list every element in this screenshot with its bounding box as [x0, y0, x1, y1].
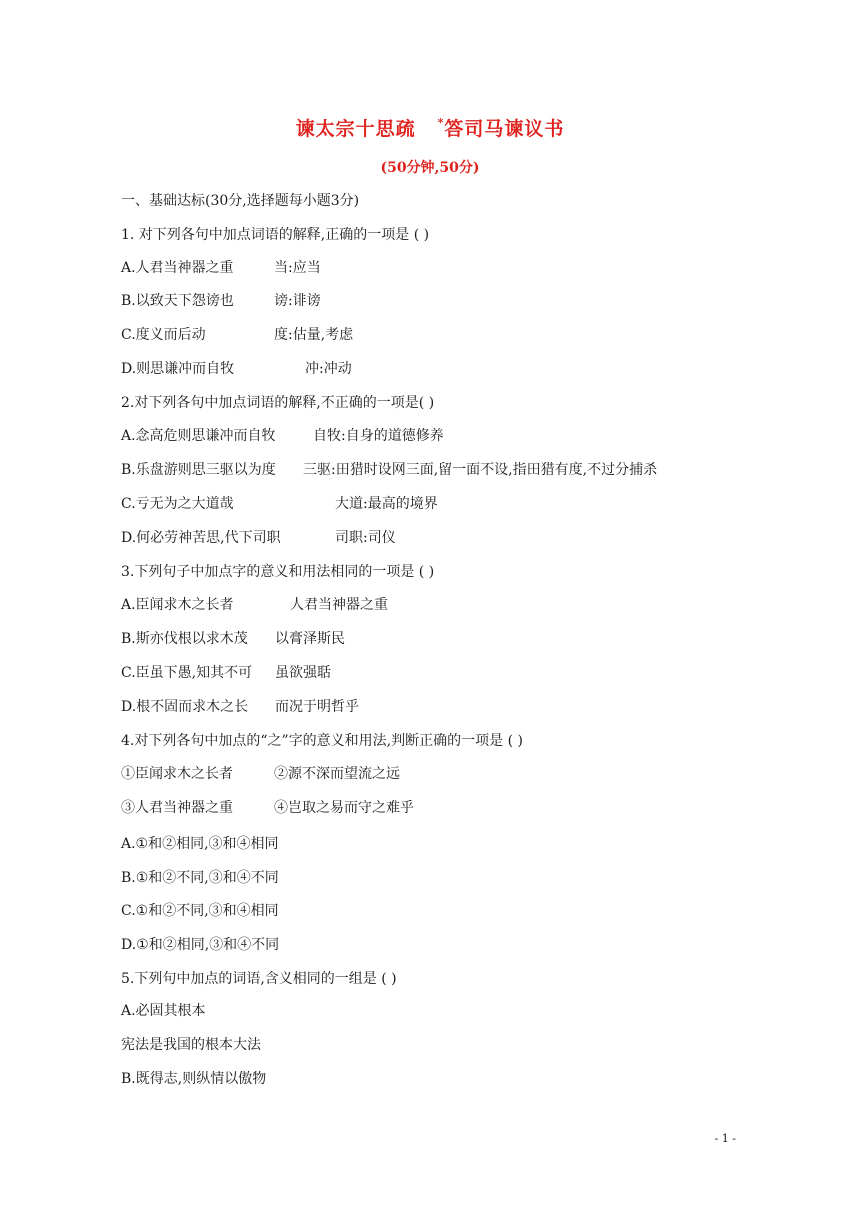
option-pair: 以膏泽斯民 — [275, 631, 345, 647]
option-gloss: 大道:最高的境界 — [335, 496, 438, 512]
option-text: D.则思谦冲而自牧 — [121, 361, 235, 377]
question-3-option-c — [121, 664, 331, 682]
question-2-stem: 2.对下列各句中加点词语的解释,不正确的一项是( ) — [121, 395, 435, 411]
section-heading: 一、基础达标(30分,选择题每小题3分) — [121, 193, 360, 209]
option-text: D.根不固而求木之长 — [121, 699, 249, 715]
title-main: 谏太宗十思疏 — [295, 118, 416, 140]
sentence: ④岂取之易而守之难乎 — [274, 800, 414, 816]
option-gloss: 当:应当 — [274, 260, 321, 276]
option-gloss: 谤:诽谤 — [274, 293, 321, 309]
question-5-option-b: B.既得志,则纵情以傲物 — [121, 1071, 267, 1087]
option-gloss: 度:估量,考虑 — [274, 327, 354, 343]
option-gloss: 自牧:自身的道德修养 — [313, 428, 444, 444]
option-gloss: 冲:冲动 — [305, 361, 352, 377]
question-1-option-a — [121, 259, 321, 277]
option-gloss: 三驱:田猎时设网三面,留一面不设,指田猎有度,不过分捕杀 — [303, 462, 658, 478]
time-score-subtitle: (50分钟,50分) — [380, 160, 480, 176]
question-3-option-d — [121, 698, 359, 716]
option-pair: 虽欲强聒 — [275, 665, 331, 681]
page-number: - 1 - — [714, 1132, 736, 1145]
title-star: * — [437, 115, 445, 129]
option-gloss: 司职:司仪 — [335, 530, 396, 546]
page-title — [0, 114, 860, 141]
option-text: B.乐盘游则思三驱以为度 — [121, 462, 276, 478]
question-4-option-b: B.①和②不同,③和④不同 — [121, 870, 279, 886]
question-4-option-d: D.①和②相同,③和④不同 — [121, 937, 280, 953]
option-text: A.人君当神器之重 — [121, 260, 234, 276]
question-3-option-b — [121, 630, 345, 648]
question-2-option-b — [121, 461, 658, 479]
question-2-option-a — [121, 427, 444, 445]
option-pair: 而况于明哲乎 — [275, 699, 359, 715]
question-1-option-d — [121, 360, 352, 378]
question-1-option-b — [121, 292, 321, 310]
sentence: ②源不深而望流之远 — [274, 766, 400, 782]
question-5-option-a: A.必固其根本 — [121, 1003, 206, 1019]
question-5-option-a-line2: 宪法是我国的根本大法 — [121, 1037, 261, 1053]
question-1-stem: 1. 对下列各句中加点词语的解释,正确的一项是 ( ) — [121, 227, 430, 243]
option-pair: 人君当神器之重 — [290, 597, 388, 613]
question-1-option-c — [121, 326, 354, 344]
question-2-option-d — [121, 529, 396, 547]
option-text: C.度义而后动 — [121, 327, 206, 343]
question-3-option-a — [121, 596, 388, 614]
option-text: B.斯亦伐根以求木茂 — [121, 631, 248, 647]
sentence: ①臣闻求木之长者 — [121, 766, 233, 782]
question-4-option-a: A.①和②相同,③和④相同 — [121, 836, 279, 852]
option-text: C.臣虽下愚,知其不可 — [121, 665, 253, 681]
option-text: D.何必劳神苦思,代下司职 — [121, 530, 281, 546]
question-4-sentences-2 — [121, 799, 414, 817]
question-4-option-c: C.①和②不同,③和④相同 — [121, 903, 279, 919]
option-text: A.念高危则思谦冲而自牧 — [121, 428, 276, 444]
sentence: ③人君当神器之重 — [121, 800, 233, 816]
question-4-sentences-1 — [121, 765, 400, 783]
option-text: B.以致天下怨谤也 — [121, 293, 234, 309]
title-second: 答司马谏议书 — [444, 118, 565, 140]
question-5-stem: 5.下列句中加点的词语,含义相同的一组是 ( ) — [121, 971, 397, 987]
question-3-stem: 3.下列句子中加点字的意义和用法相同的一项是 ( ) — [121, 564, 435, 580]
question-4-stem: 4.对下列各句中加点的“之”字的意义和用法,判断正确的一项是 ( ) — [121, 733, 523, 749]
option-text: C.亏无为之大道哉 — [121, 496, 234, 512]
option-text: A.臣闻求木之长者 — [121, 597, 234, 613]
question-2-option-c — [121, 495, 438, 513]
